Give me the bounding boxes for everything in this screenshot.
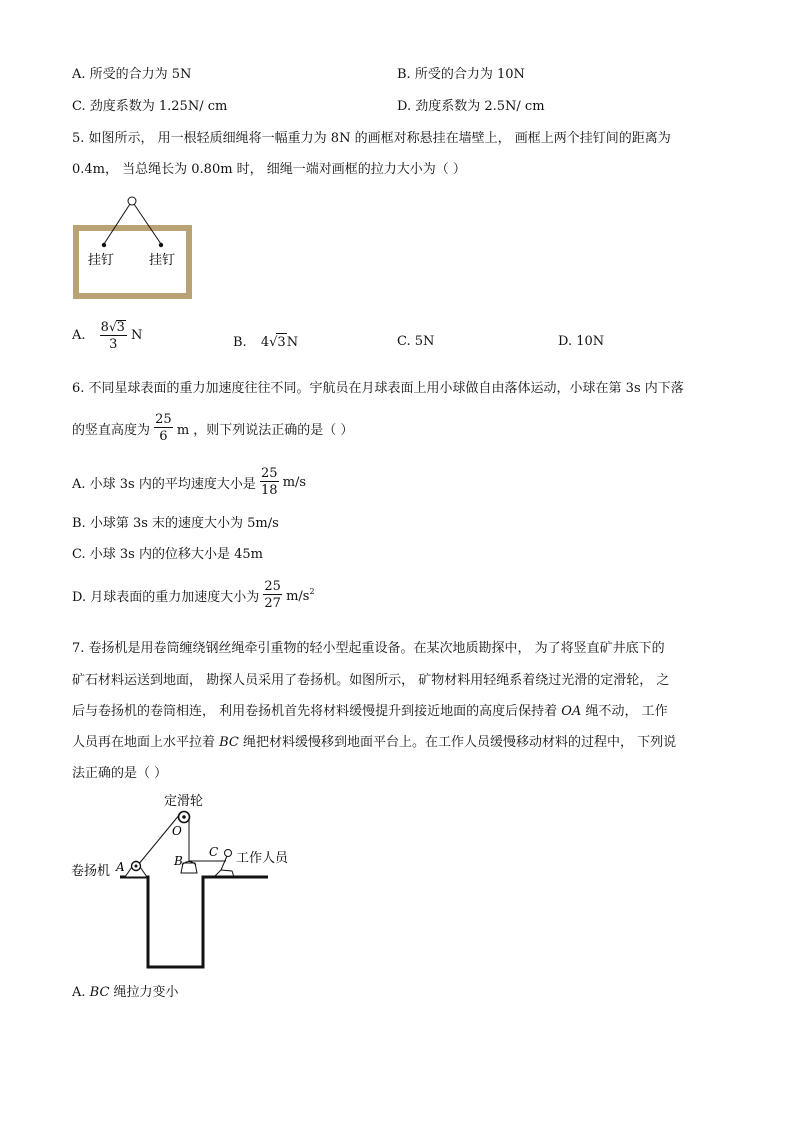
pulley-axle <box>182 815 186 819</box>
q5-option-a-unit: N <box>131 328 143 343</box>
string-right <box>134 204 161 244</box>
nail-left <box>102 243 106 247</box>
q5-option-b-label: B. <box>233 335 247 350</box>
q6-stem-line2-pre: 的竖直高度为 <box>72 422 151 438</box>
q4-option-c: C. 劲度系数为 1.25N/ cm <box>72 99 228 114</box>
q5-option-b-unit: N <box>286 335 299 350</box>
q5-option-c: C. 5N <box>397 334 435 349</box>
q5-option-a-fraction: $\frac{8√3}{3}$ <box>100 320 125 352</box>
q7-line4-post: 绳把材料缓慢移到地面平台上。在工作人员缓慢移动材料的过程中， 下列说 <box>238 735 677 750</box>
nail-right <box>159 243 163 247</box>
q7-line4-var: BC <box>219 735 239 750</box>
q7-line3-post: 绳不动， 工作 <box>581 704 668 719</box>
point-b-label: B <box>174 854 183 868</box>
q4-option-b: B. 所受的合力为 10N <box>397 67 525 82</box>
q7-line3-pre: 后与卷扬机的卷筒相连， 利用卷扬机首先将材料缓慢提升到接近地面的高度后保持着 <box>72 704 562 719</box>
q5-stem-line2: 0.4m， 当总绳长为 0.80m 时， 细绳一端对画框的拉力大小为（ ） <box>72 162 466 177</box>
q6-option-d-fraction <box>263 580 282 610</box>
nail-left-label: 挂钉 <box>88 253 115 268</box>
pulley-label: 定滑轮 <box>164 794 204 809</box>
q5-option-a-label: A. <box>72 328 86 343</box>
point-c-label: C <box>209 845 219 859</box>
q5-option-a-numerator: 8 <box>100 320 109 335</box>
q7-option-a-var: BC <box>89 985 110 1000</box>
q7-line3 <box>72 703 668 721</box>
q6-option-b: B. 小球第 3s 末的速度大小为 5m/s <box>72 516 279 531</box>
q7-winch-figure <box>68 790 308 974</box>
q6-stem-fraction-num: 25 <box>155 412 172 427</box>
q7-line2: 矿石材料运送到地面， 勘探人员采用了卷扬机。如图所示， 矿物材料用轻绳系着绕过光滑的定滑轮， 之 <box>72 673 670 688</box>
q5-option-a-radicand: 3 <box>116 320 125 335</box>
worker-head <box>225 850 232 857</box>
q6-option-d <box>72 580 315 610</box>
q7-line5: 法正确的是（ ） <box>72 766 168 781</box>
q6-option-a-fraction <box>260 467 279 497</box>
wall-hook <box>128 197 136 205</box>
nail-right-label: 挂钉 <box>149 253 176 268</box>
q6-option-d-text: D. 月球表面的重力加速度大小为 <box>72 589 260 605</box>
q6-stem-line2-post: m ，则下列说法正确的是（ ） <box>176 422 354 438</box>
string-left <box>104 204 130 244</box>
q7-line3-var: OA <box>561 704 582 719</box>
q7-option-a <box>72 984 179 1002</box>
q6-option-a-den: 18 <box>261 483 278 498</box>
mine-shaft-outline <box>120 877 268 967</box>
q5-option-b: B. 4√3N <box>233 335 299 350</box>
point-a-label: A <box>116 860 125 874</box>
q6-option-a <box>72 467 306 497</box>
point-o-label: O <box>172 824 182 838</box>
q5-picture-frame-figure <box>70 194 200 302</box>
q6-option-d-num: 25 <box>264 579 281 594</box>
q6-option-a-unit: m/s <box>282 474 307 490</box>
q7-line4-pre: 人员再在地面上水平拉着 <box>72 735 220 750</box>
q6-option-d-unit: m/s <box>286 588 310 604</box>
q5-stem-line1: 5. 如图所示， 用一根轻质细绳将一幅重力为 8N 的画框对称悬挂在墙壁上， 画框上两个挂钉间的距离为 <box>72 131 671 146</box>
q6-stem-fraction <box>154 413 173 443</box>
winch-label: 卷扬机 <box>71 864 111 879</box>
q6-option-a-num: 25 <box>261 466 278 481</box>
q4-option-a: A. 所受的合力为 5N <box>72 67 192 82</box>
q5-option-d: D. 10N <box>558 334 605 349</box>
q6-stem-line2 <box>72 413 353 443</box>
q7-option-a-text: 绳拉力变小 <box>109 985 179 1000</box>
q5-option-b-coefficient: 4 <box>260 335 270 350</box>
q6-option-d-den: 27 <box>264 596 281 611</box>
q4-option-d: D. 劲度系数为 2.5N/ cm <box>397 99 545 114</box>
q7-line4 <box>72 734 676 752</box>
material-bucket <box>181 863 197 873</box>
q5-option-a <box>72 320 142 351</box>
q6-stem-fraction-den: 6 <box>159 429 168 444</box>
q5-option-b-radicand: 3 <box>277 335 286 350</box>
q7-option-a-label: A. <box>72 985 90 1000</box>
q7-line1: 7. 卷扬机是用卷筒缠绕钢丝绳牵引重物的轻小型起重设备。在某次地质勘探中， 为了将竖直矿井底下的 <box>72 641 665 656</box>
q6-option-d-exponent: 2 <box>309 586 315 596</box>
worker-label: 工作人员 <box>236 851 289 866</box>
q6-option-a-text: A. 小球 3s 内的平均速度大小是 <box>72 476 256 492</box>
q6-stem-line1: 6. 不同星球表面的重力加速度往往不同。宇航员在月球表面上用小球做自由落体运动，小球在第 3s 内下落 <box>72 381 684 396</box>
winch-axle <box>135 865 138 868</box>
q5-option-a-denominator: 3 <box>109 337 118 352</box>
q6-option-c: C. 小球 3s 内的位移大小是 45m <box>72 547 263 562</box>
worker-body <box>221 856 227 870</box>
